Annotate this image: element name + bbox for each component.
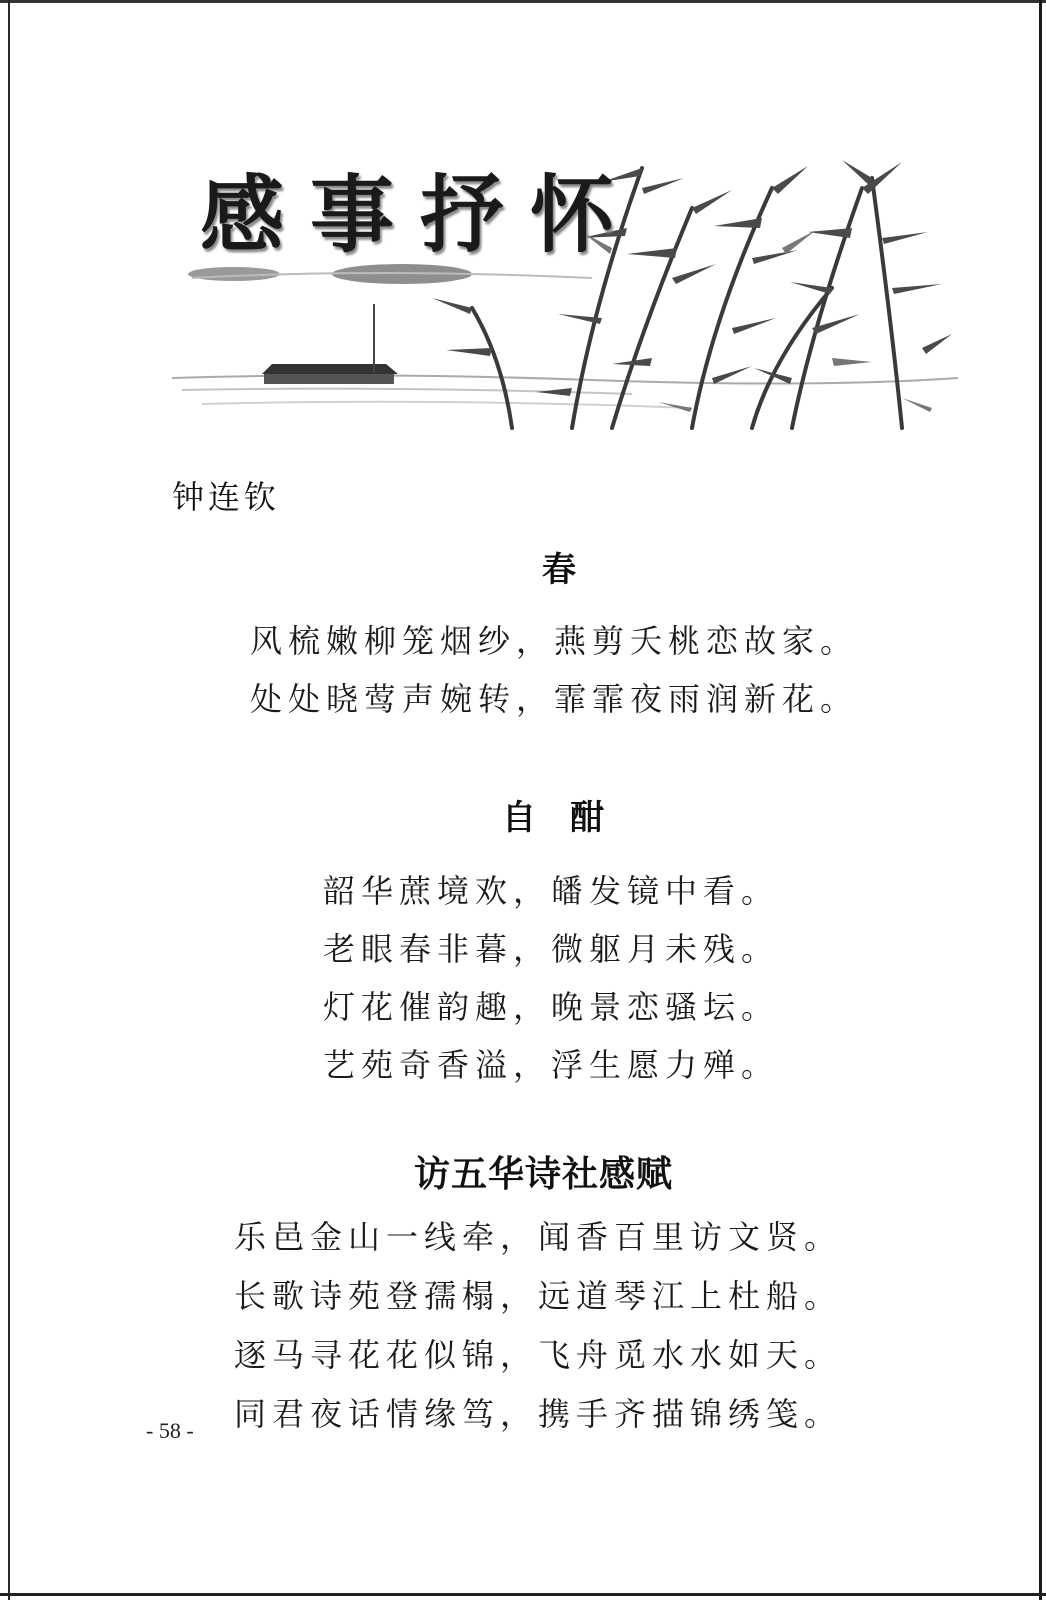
poem-spring: [250, 612, 858, 728]
poem-line: 乐邑金山一线牵，闻香百里访文贤。: [234, 1218, 843, 1256]
poem-line: 艺苑奇香溢，浮生愿力殚。: [323, 1046, 780, 1084]
poem-line: 逐马寻花花似锦，飞舟觅水水如天。: [234, 1336, 843, 1374]
poem-line: 处处晓莺声婉转，霏霏夜雨润新花。: [250, 680, 859, 718]
poem-line: 长歌诗苑登孺榻，远道琴江上杜船。: [234, 1277, 843, 1315]
poem-line: 风梳嫩柳笼烟纱，燕剪夭桃恋故家。: [250, 622, 859, 660]
author-name: 钟连钦: [172, 478, 281, 516]
scan-edge-left: [8, 0, 10, 1600]
poem-wuhua: [234, 1208, 842, 1444]
poem-line: 同君夜话情缘笃，携手齐描锦绣笺。: [234, 1395, 843, 1433]
section-title: 感事抒怀: [200, 165, 641, 264]
scan-edge-right: [1039, 0, 1042, 1600]
poem-title-wuhua: 访五华诗社感赋: [414, 1153, 674, 1195]
poem-line: 老眼春非暮，微躯月未残。: [323, 930, 780, 968]
poem-line: 灯花催韵趣，晚景恋骚坛。: [323, 988, 780, 1026]
section-banner: [172, 128, 958, 446]
scan-edge-top: [0, 0, 1046, 3]
poem-title-spring: 春: [542, 550, 576, 590]
poem-zihan: [323, 862, 779, 1094]
scan-edge-bottom: [0, 1593, 1046, 1596]
page-number: - 58 -: [146, 1418, 194, 1443]
poem-title-zihan: 自酣: [502, 798, 638, 838]
poem-line: 韶华蔗境欢，皤发镜中看。: [323, 872, 780, 910]
